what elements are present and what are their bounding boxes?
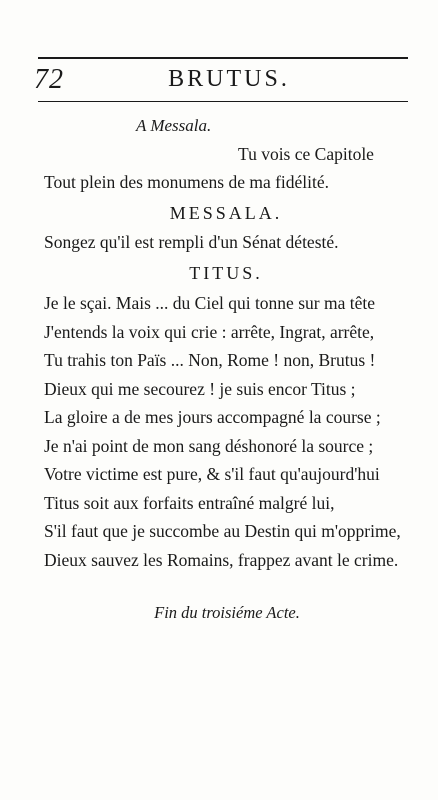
verse-line: Votre victime est pure, & s'il faut qu'aujourd'hui — [44, 464, 380, 484]
top-rule — [38, 57, 408, 59]
verse-line: Je le sçai. Mais ... du Ciel qui tonne sur ma tête — [44, 293, 375, 313]
verse-line: Songez qu'il est rempli d'un Sénat détesté. — [44, 232, 339, 252]
speaker-name: MESSALA. — [169, 203, 283, 223]
verse-line: Je n'ai point de mon sang déshonoré la source ; — [44, 436, 374, 456]
stage-direction: A Messala. — [136, 116, 212, 135]
speaker-name: TITUS. — [189, 263, 263, 283]
verse-line: Dieux sauvez les Romains, frappez avant le crime. — [44, 550, 399, 570]
end-of-act-note: Fin du troisiéme Acte. — [154, 603, 300, 622]
running-title: BRUTUS. — [168, 66, 290, 92]
verse-line: Tu trahis ton Païs ... Non, Rome ! non, Brutus ! — [44, 350, 376, 370]
page-number: 72 — [34, 64, 64, 95]
verse-line: La gloire a de mes jours accompagné la course ; — [44, 407, 381, 427]
verse-line: Dieux qui me secourez ! je suis encor Titus ; — [44, 379, 356, 399]
verse-line: Tout plein des monumens de ma fidélité. — [44, 172, 330, 192]
verse-line: J'entends la voix qui crie : arrête, Ingrat, arrête, — [44, 322, 375, 342]
header-rule — [38, 101, 408, 102]
verse-line: Titus soit aux forfaits entraîné malgré lui, — [44, 493, 335, 513]
verse-line: S'il faut que je succombe au Destin qui m'opprime, — [44, 521, 401, 541]
verse-line: Tu vois ce Capitole — [238, 144, 374, 164]
